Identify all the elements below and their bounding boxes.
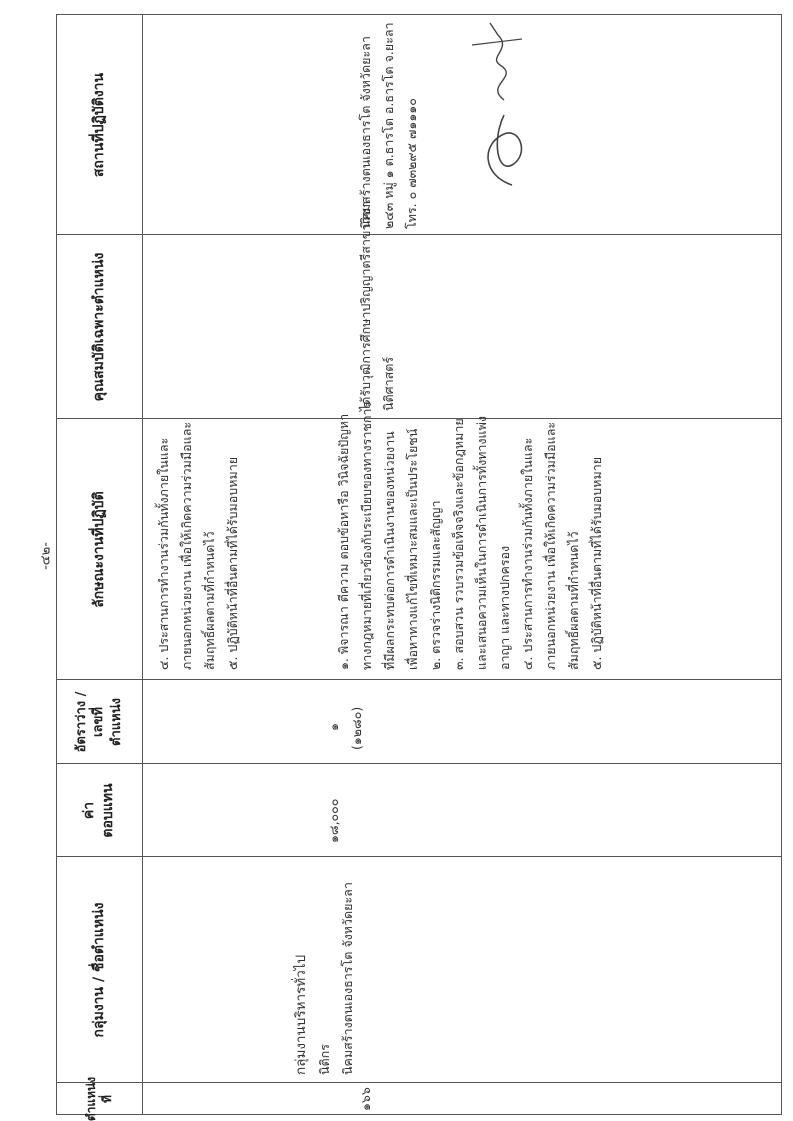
- duty-line: ๔. ประสานการทำงานร่วมกันทั้งภายในและ: [520, 437, 535, 670]
- header-vacancy: อัตราว่าง / เลขที่ ตำแหน่ง: [73, 691, 124, 753]
- table-header: [56, 15, 143, 1121]
- duty-line: ๑. พิจารณา ตีความ ตอบข้อหารือ วินิจฉัยปัญหา: [336, 413, 351, 670]
- header-salary: ค่า ตอบแทน: [81, 783, 116, 838]
- header-position-no: ตำแหน่ง ที่: [83, 1076, 114, 1121]
- duty-line: อาญา และทางปกครอง: [497, 545, 512, 670]
- duty-line: ที่มีผลกระทบต่อการดำเนินงานของหน่วยงาน: [382, 431, 397, 670]
- qualification-line: ได้รับวุฒิการศึกษาปริญญาตรีสาขาวิชา: [358, 201, 373, 411]
- unit-name: นิคมสร้างตนเองธารโต จังหวัดยะลา: [340, 882, 355, 1075]
- duty-line: สัมฤทธิ์ผลตามที่กำหนดไว้: [566, 531, 581, 670]
- qualification-line: นิติศาสตร์: [381, 356, 396, 411]
- header-duties: ลักษณะงานที่ปฏิบัติ: [90, 491, 107, 608]
- header-group-name: กลุ่มงาน / ชื่อตำแหน่ง: [90, 902, 107, 1038]
- duty-line: ทางกฎหมายที่เกี่ยวข้องกับระเบียบของทางราชการ: [359, 401, 374, 670]
- duty-line: ๕. ปฏิบัติหน้าที่อื่นตามที่ได้รับมอบหมาย: [589, 456, 604, 670]
- continued-duty-line: ๔. ประสานการทำงานร่วมกันทั้งภายในและ: [156, 437, 171, 670]
- vacancy-count: ๑: [326, 723, 341, 731]
- vacancy-number: (๑๒๘๐): [349, 706, 364, 750]
- position-name: นิติกร: [317, 1044, 332, 1075]
- continued-duty-line: สัมฤทธิ์ผลตามที่กำหนดไว้: [202, 531, 217, 670]
- page-number: -๔๒-: [38, 542, 54, 570]
- workplace-line: โทร. ๐ ๗๓๒๙๕ ๗๑๑๑๐: [404, 98, 419, 229]
- duty-line: ๒. ตรวจร่างนิติกรรมและสัญญา: [428, 500, 443, 670]
- continued-duty-line: ภายนอกหน่วยงาน เพื่อให้เกิดความร่วมมือและ: [179, 421, 194, 670]
- workplace-line: ๒๔๓ หมู่ ๑ ต.ธารโต อ.ธารโต จ.ยะลา: [381, 22, 396, 229]
- position-number: ๑๖๖: [358, 1087, 373, 1111]
- header-workplace: สถานที่ปฏิบัติงาน: [90, 72, 107, 178]
- signature-image: [442, 15, 552, 195]
- continued-duty-line: ๕. ปฏิบัติหน้าที่อื่นตามที่ได้รับมอบหมาย: [225, 456, 240, 670]
- duty-line: และเสนอความเห็นในการดำเนินการทั้งทางแพ่ง: [474, 416, 489, 670]
- duty-line: ๓. สอบสวน รวบรวมข้อเท็จจริงและข้อกฎหมาย: [451, 418, 466, 670]
- position-table: [56, 15, 781, 1121]
- header-qualification: คุณสมบัติเฉพาะตำแหน่ง: [90, 252, 107, 402]
- workplace-line: นิคมสร้างตนเองธารโต จังหวัดยะลา: [358, 36, 373, 229]
- duty-line: ภายนอกหน่วยงาน เพื่อให้เกิดความร่วมมือและ: [543, 421, 558, 670]
- table-body: [142, 15, 781, 1115]
- duty-line: เพื่อหาทางแก้ไขที่เหมาะสมและเป็นประโยชน์: [405, 428, 420, 670]
- salary-value: ๑๘,๐๐๐: [326, 798, 341, 843]
- group-title: กลุ่มงานบริหารทั่วไป: [293, 954, 309, 1075]
